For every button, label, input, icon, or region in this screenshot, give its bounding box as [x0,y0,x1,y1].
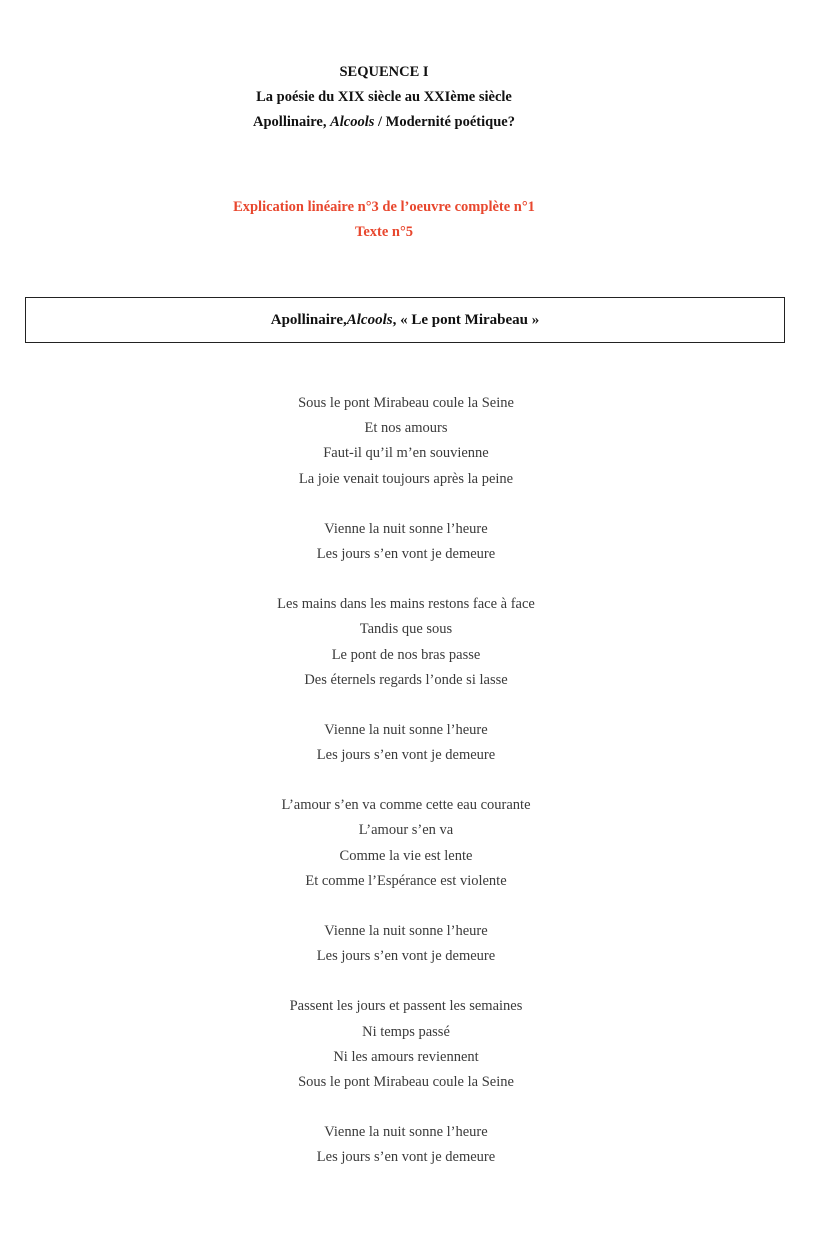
poem-line: Les jours s’en vont je demeure [316,1149,496,1166]
poem-line: Et comme l’Espérance est violente [305,872,507,889]
poem-body [0,391,812,1196]
poem-collection: Alcools [346,311,393,328]
poem-line: La joie venait toujours après la peine [298,470,514,487]
poem-line: Vienne la nuit sonne l’heure [324,721,488,738]
poem-line: Les jours s’en vont je demeure [316,545,496,562]
poem-title: , « Le pont Mirabeau » [392,311,540,328]
poem-stanza [0,994,812,1095]
poem-line: Passent les jours et passent les semaines [289,998,523,1015]
poem-line: Les jours s’en vont je demeure [316,948,496,965]
theme-rest: / Modernité poétique? [374,114,515,130]
poem-line: Vienne la nuit sonne l’heure [324,520,488,537]
theme-author: Apollinaire, [253,114,331,130]
poem-stanza [0,391,812,492]
poem-line: Comme la vie est lente [339,847,473,864]
poem-author: Apollinaire, [270,311,347,328]
poem-stanza [0,718,812,768]
poem-line: Ni les amours reviennent [333,1048,479,1065]
poem-line: Vienne la nuit sonne l’heure [324,923,488,939]
theme-work: Alcools [330,114,375,130]
sequence-subtitle: La poésie du XIX siècle au XXIème siècle [256,89,512,105]
poem-line: Les mains dans les mains restons face à face [277,596,535,613]
poem-line: Tandis que sous [359,621,453,638]
poem-stanza [0,517,812,567]
explication-header [0,195,768,245]
poem-line: Des éternels regards l’onde si lasse [304,671,508,688]
poem-line: Sous le pont Mirabeau coule la Seine [298,395,514,411]
poem-title-box [25,297,785,343]
poem-line: Les jours s’en vont je demeure [316,747,496,764]
poem-line: Sous le pont Mirabeau coule la Seine [298,1073,514,1090]
poem-stanza [0,592,812,693]
sequence-title: SEQUENCE I [339,64,429,80]
poem-stanza [0,1120,812,1170]
sequence-theme [0,110,768,135]
poem-line: L’amour s’en va comme cette eau courante [281,797,531,814]
poem-line: Ni temps passé [362,1023,450,1040]
explication-title: Explication linéaire n°3 de l’oeuvre complète n°1 [233,199,535,215]
poem-line: Le pont de nos bras passe [331,646,481,663]
poem-stanza [0,793,812,894]
poem-stanza [0,919,812,969]
poem-line: Vienne la nuit sonne l’heure [324,1124,488,1141]
text-number: Texte n°5 [354,224,414,240]
poem-line: L’amour s’en va [358,822,454,839]
document-header [0,60,768,135]
poem-line: Faut-il qu’il m’en souvienne [323,445,489,462]
poem-line: Et nos amours [364,420,448,437]
